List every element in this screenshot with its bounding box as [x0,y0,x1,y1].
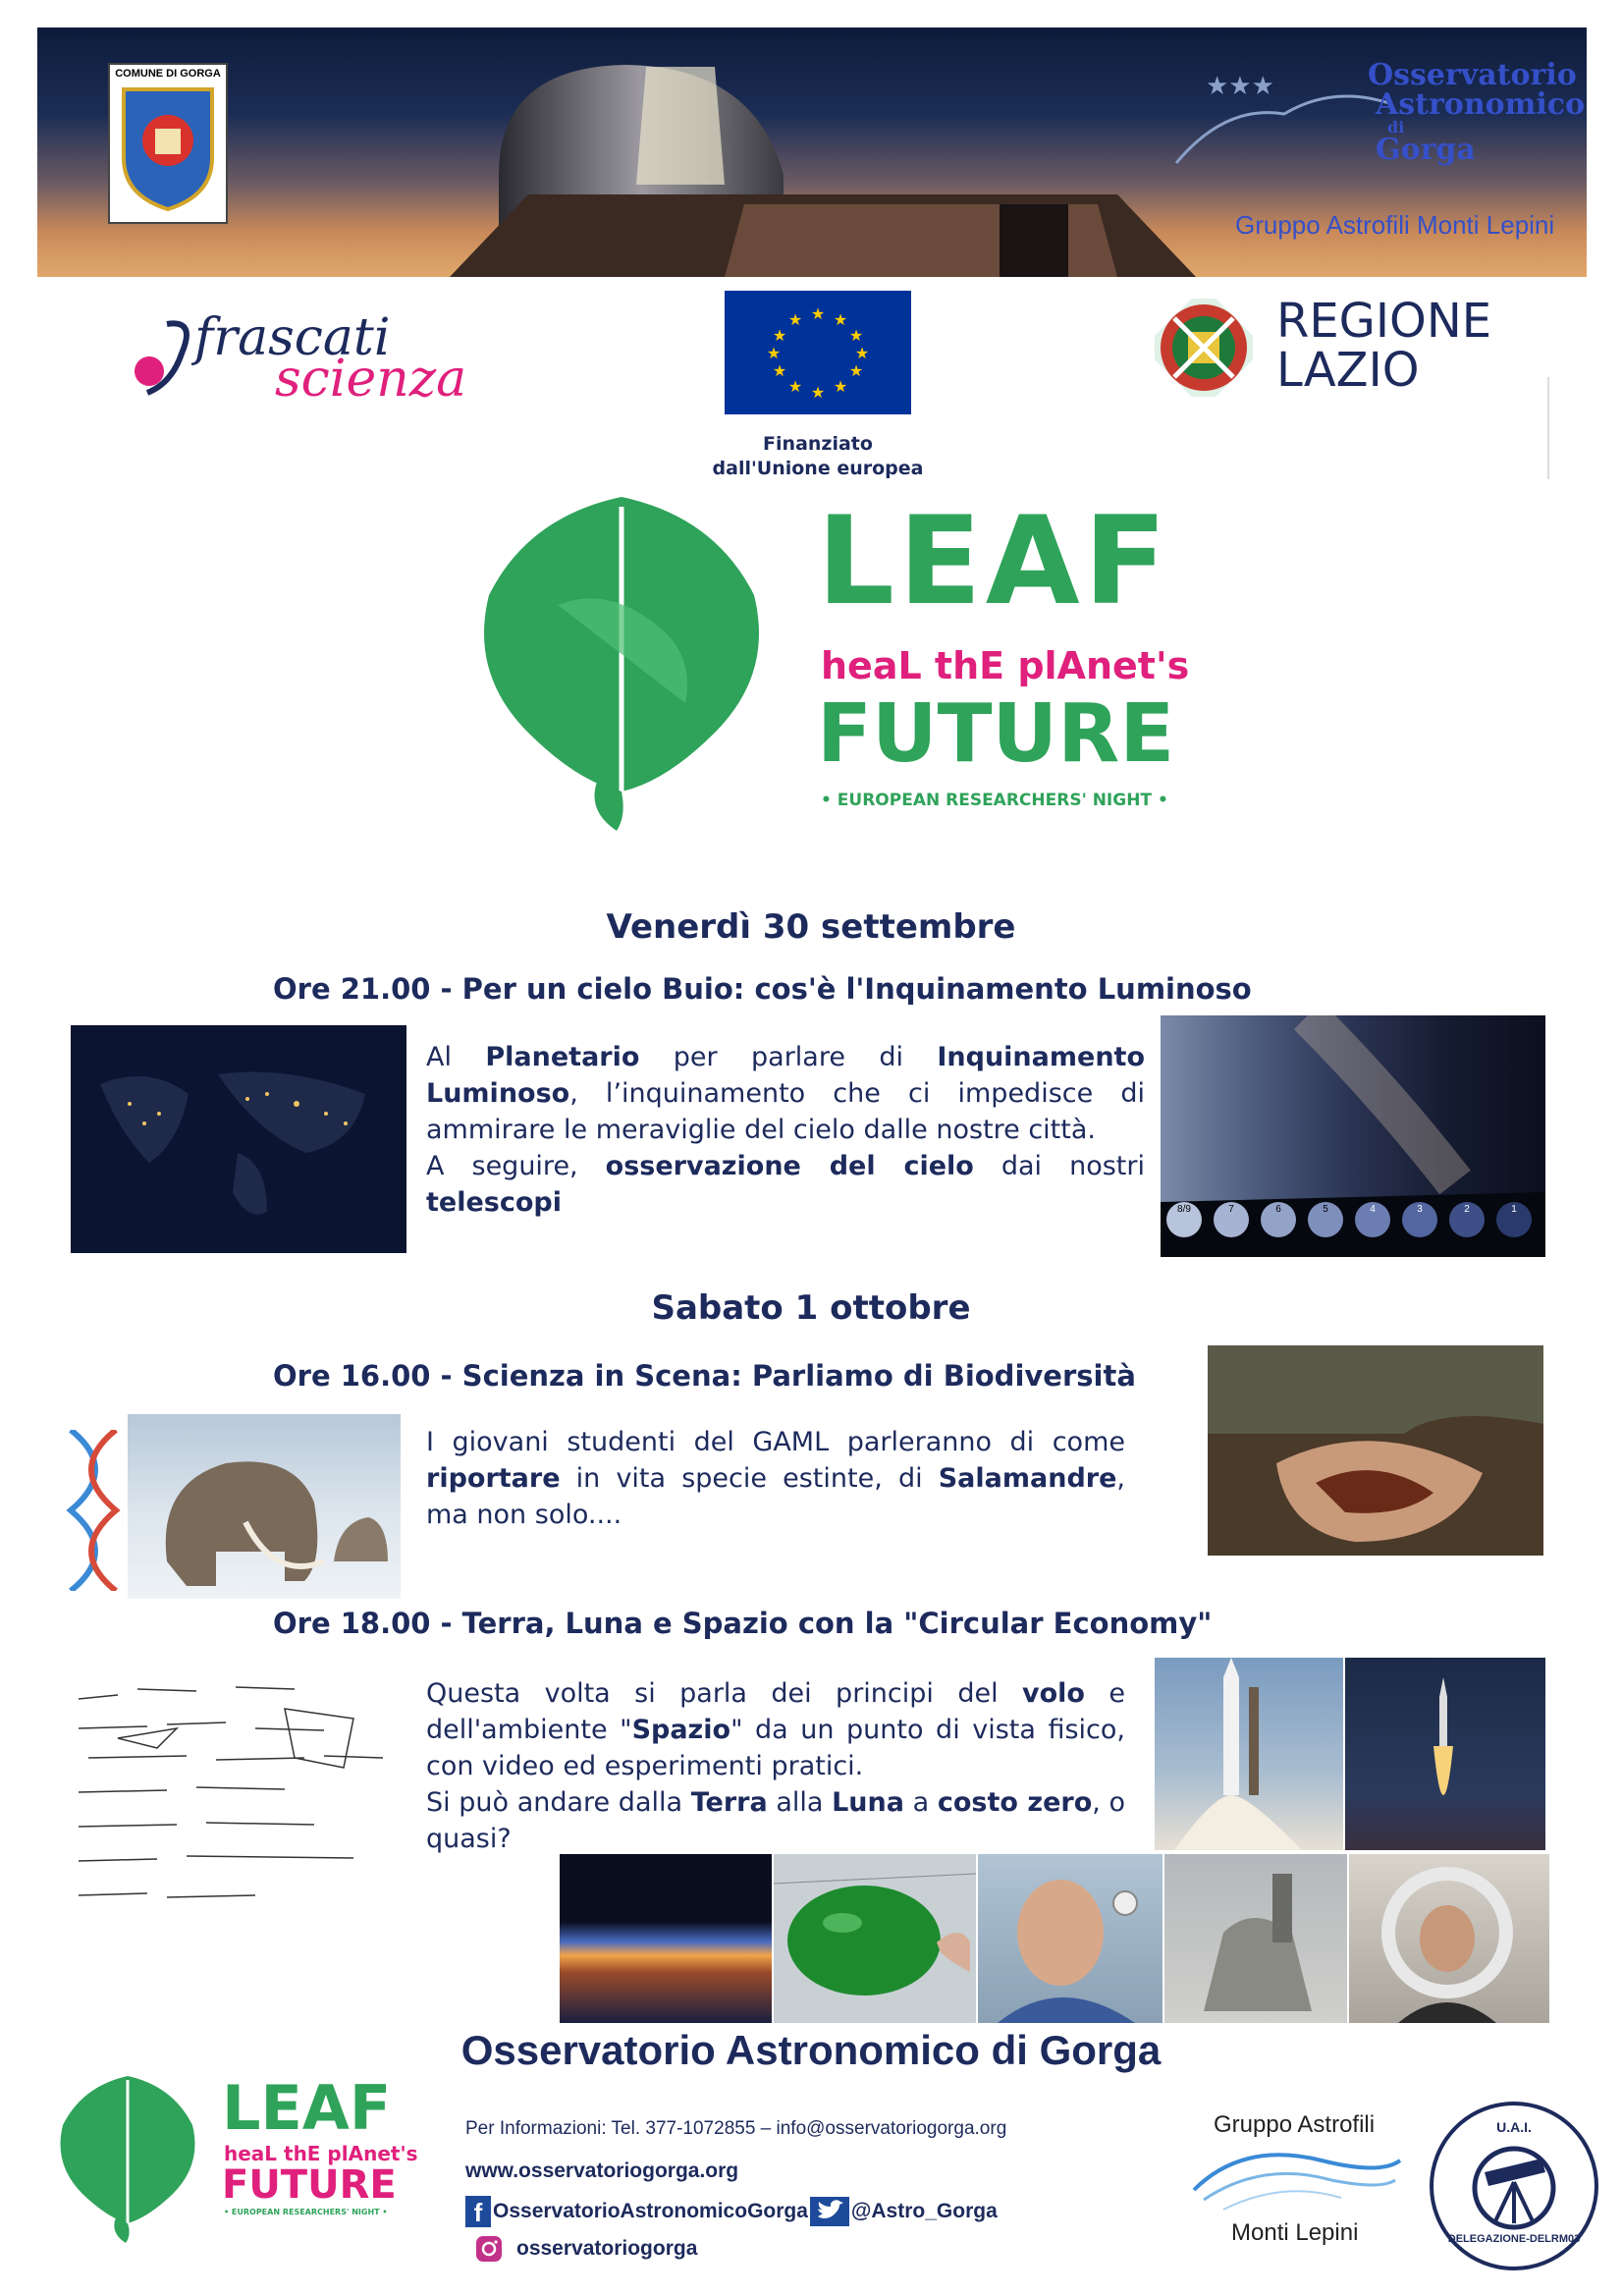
day2-heading: Sabato 1 ottobre [651,1288,971,1328]
bortle-scale-image [1161,1015,1545,1257]
earth-horizon-image [560,1854,772,2023]
svg-text:★: ★ [766,346,782,362]
leaf-future-text: FUTURE [817,687,1175,781]
leaf-title: LEAF [817,491,1171,632]
leaf-graphic [469,487,774,841]
lunar-lander-image [1164,1854,1347,2023]
eu-stars-icon [725,291,911,414]
eu-caption [668,432,968,481]
telescope-icon [1465,2139,1563,2237]
footer-leaf-title: LEAF [222,2072,392,2144]
iss-astronaut-icon [1349,1854,1549,2023]
footer-instagram-row [475,2233,697,2265]
bortle-circle: 7 [1214,1202,1249,1237]
svg-text:★: ★ [772,328,787,345]
handwritten-formulas-icon [59,1669,406,1925]
leaf-future [817,687,1175,781]
obs-logo-sub: Gruppo Astrofili Monti Lepini [1235,210,1555,240]
rocket-night-image [1345,1658,1545,1850]
bortle-circle: 8/9 [1166,1202,1202,1237]
uai-badge [1430,2102,1598,2270]
footer-facebook[interactable]: OsservatorioAstronomicoGorga [493,2200,808,2222]
eu-flag [725,291,911,414]
bortle-circle: 1 [1496,1202,1532,1237]
leaf-tagline: • EUROPEAN RESEARCHERS' NIGHT • [821,791,1168,810]
hands-salamander-icon [1208,1345,1543,1556]
footer-leaf-tagline: • EUROPEAN RESEARCHERS' NIGHT • [224,2208,388,2216]
footer-leaf-graphic [53,2070,202,2251]
coat-of-arms-icon [110,80,226,217]
regione-text [1276,294,1492,398]
obs-line-2: Astronomico [1376,87,1586,122]
salamander-image [1208,1345,1543,1556]
obs-line-3: di [1387,118,1405,137]
astronaut-face-icon [978,1854,1162,2023]
bortle-labels [1161,1202,1545,1241]
footer-org-name: Osservatorio Astronomico di Gorga [460,2027,1162,2073]
day1-event-title: Ore 21.00 - Per un cielo Buio: cos'è l'Inquinamento Luminoso [273,972,1252,1006]
obs-line-1: Osservatorio [1368,58,1577,92]
eu-line1: Finanziato [763,433,873,455]
footer-twitter[interactable]: @Astro_Gorga [850,2200,998,2222]
comune-crest [108,63,228,224]
svg-text:★: ★ [848,363,864,380]
svg-text:★: ★ [833,379,848,396]
gruppo-astrofili-logo [1184,2111,1410,2249]
obs-line-4: Gorga [1376,133,1476,167]
world-map-icon [71,1025,406,1253]
bortle-circle: 2 [1449,1202,1485,1237]
svg-text:★: ★ [787,379,803,396]
bortle-circle: 5 [1308,1202,1343,1237]
space-station-image [1349,1854,1549,2023]
svg-text:★: ★ [787,312,803,329]
day2-event2-description: Questa volta si parla dei principi del volo e dell'ambiente "Spazio" da un punto di vista fisico, con video ed esperimenti pratici. Si può andare dalla Terra alla Luna a costo zero, o quasi? [426,1678,1126,1854]
svg-text:★: ★ [810,385,826,402]
day2-event1-title: Ore 16.00 - Scienza in Scena: Parliamo di Biodiversità [273,1359,1136,1393]
regione-line1: REGIONE [1276,294,1492,349]
day2-event2-title: Ore 18.00 - Terra, Luna e Spazio con la "Circular Economy" [273,1607,1213,1640]
dna-helix-icon [61,1430,126,1591]
astronaut-image [978,1854,1162,2023]
footer-info-line: Per Informazioni: Tel. 377-1072855 – info@osservatoriogorga.org [465,2118,1007,2139]
svg-text:★: ★ [772,363,787,380]
frascati-line1: frascati [194,308,391,367]
svg-text:★★★: ★★★ [1206,71,1274,100]
footer-leaf-subtitle: heaL thE plAnet's [224,2142,418,2165]
facebook-icon: f [465,2196,491,2227]
frascati-line2: scienza [275,350,467,409]
leaf-subtitle: heaL thE plAnet's [821,644,1190,687]
footer-social-row [465,2196,998,2227]
day1-heading: Venerdì 30 settembre [606,907,1016,947]
green-balloon-icon [774,1854,976,2023]
mammoth-image [128,1414,401,1599]
regione-line2: LAZIO [1276,343,1420,398]
mammoth-icon [128,1414,401,1599]
footer-website[interactable]: www.osservatoriogorga.org [465,2159,739,2182]
world-night-lights-image [71,1025,406,1253]
saturn-v-icon [1155,1658,1343,1850]
day1-description: Al Planetario per parlare di Inquinamento Luminoso, l’inquinamento che ci impedisce di ammirare le meraviglie del cielo dalle nostre città. A seguire, osservazione del cielo dai nostri telescopi [426,1042,1145,1218]
uai-top: U.A.I. [1496,2119,1532,2135]
gruppo-line1: Gruppo Astrofili [1214,2111,1376,2138]
svg-text:★: ★ [833,312,848,329]
divider [1547,377,1549,479]
telescope-machine-icon [1164,1854,1347,2023]
twitter-icon [810,2197,849,2226]
svg-text:★: ★ [854,346,870,362]
instagram-icon [475,2235,503,2263]
header-banner [37,27,1587,277]
eu-line2: dall'Unione europea [712,458,924,479]
bortle-circle: 3 [1402,1202,1437,1237]
footer-leaf-future: FUTURE [222,2162,397,2208]
dna-image [61,1430,126,1591]
osservatorio-logo [1166,45,1586,251]
balloon-image [774,1854,976,2023]
svg-text:★: ★ [810,306,826,323]
uai-bottom: DELEGAZIONE-DELRM03 [1447,2233,1581,2245]
footer-instagram[interactable]: osservatoriogorga [516,2237,698,2260]
gruppo-line2: Monti Lepini [1231,2219,1359,2246]
day2-event1-description: I giovani studenti del GAML parleranno di come riportare in vita specie estinte, di Salamandre, ma non solo.... [426,1427,1125,1530]
comune-label: COMUNE DI GORGA [115,68,221,80]
bortle-circle: 4 [1355,1202,1390,1237]
rocket-flame-icon [1345,1658,1545,1850]
galaxy-swirl-icon [1184,2131,1410,2229]
rocket-launch-image [1155,1658,1343,1850]
svg-text:★: ★ [848,328,864,345]
frascati-scienza-logo [128,295,501,412]
regione-emblem-icon [1155,299,1253,397]
bortle-circle: 6 [1261,1202,1296,1237]
regione-lazio-emblem [1155,299,1253,397]
physics-formulas-image [59,1669,406,1925]
